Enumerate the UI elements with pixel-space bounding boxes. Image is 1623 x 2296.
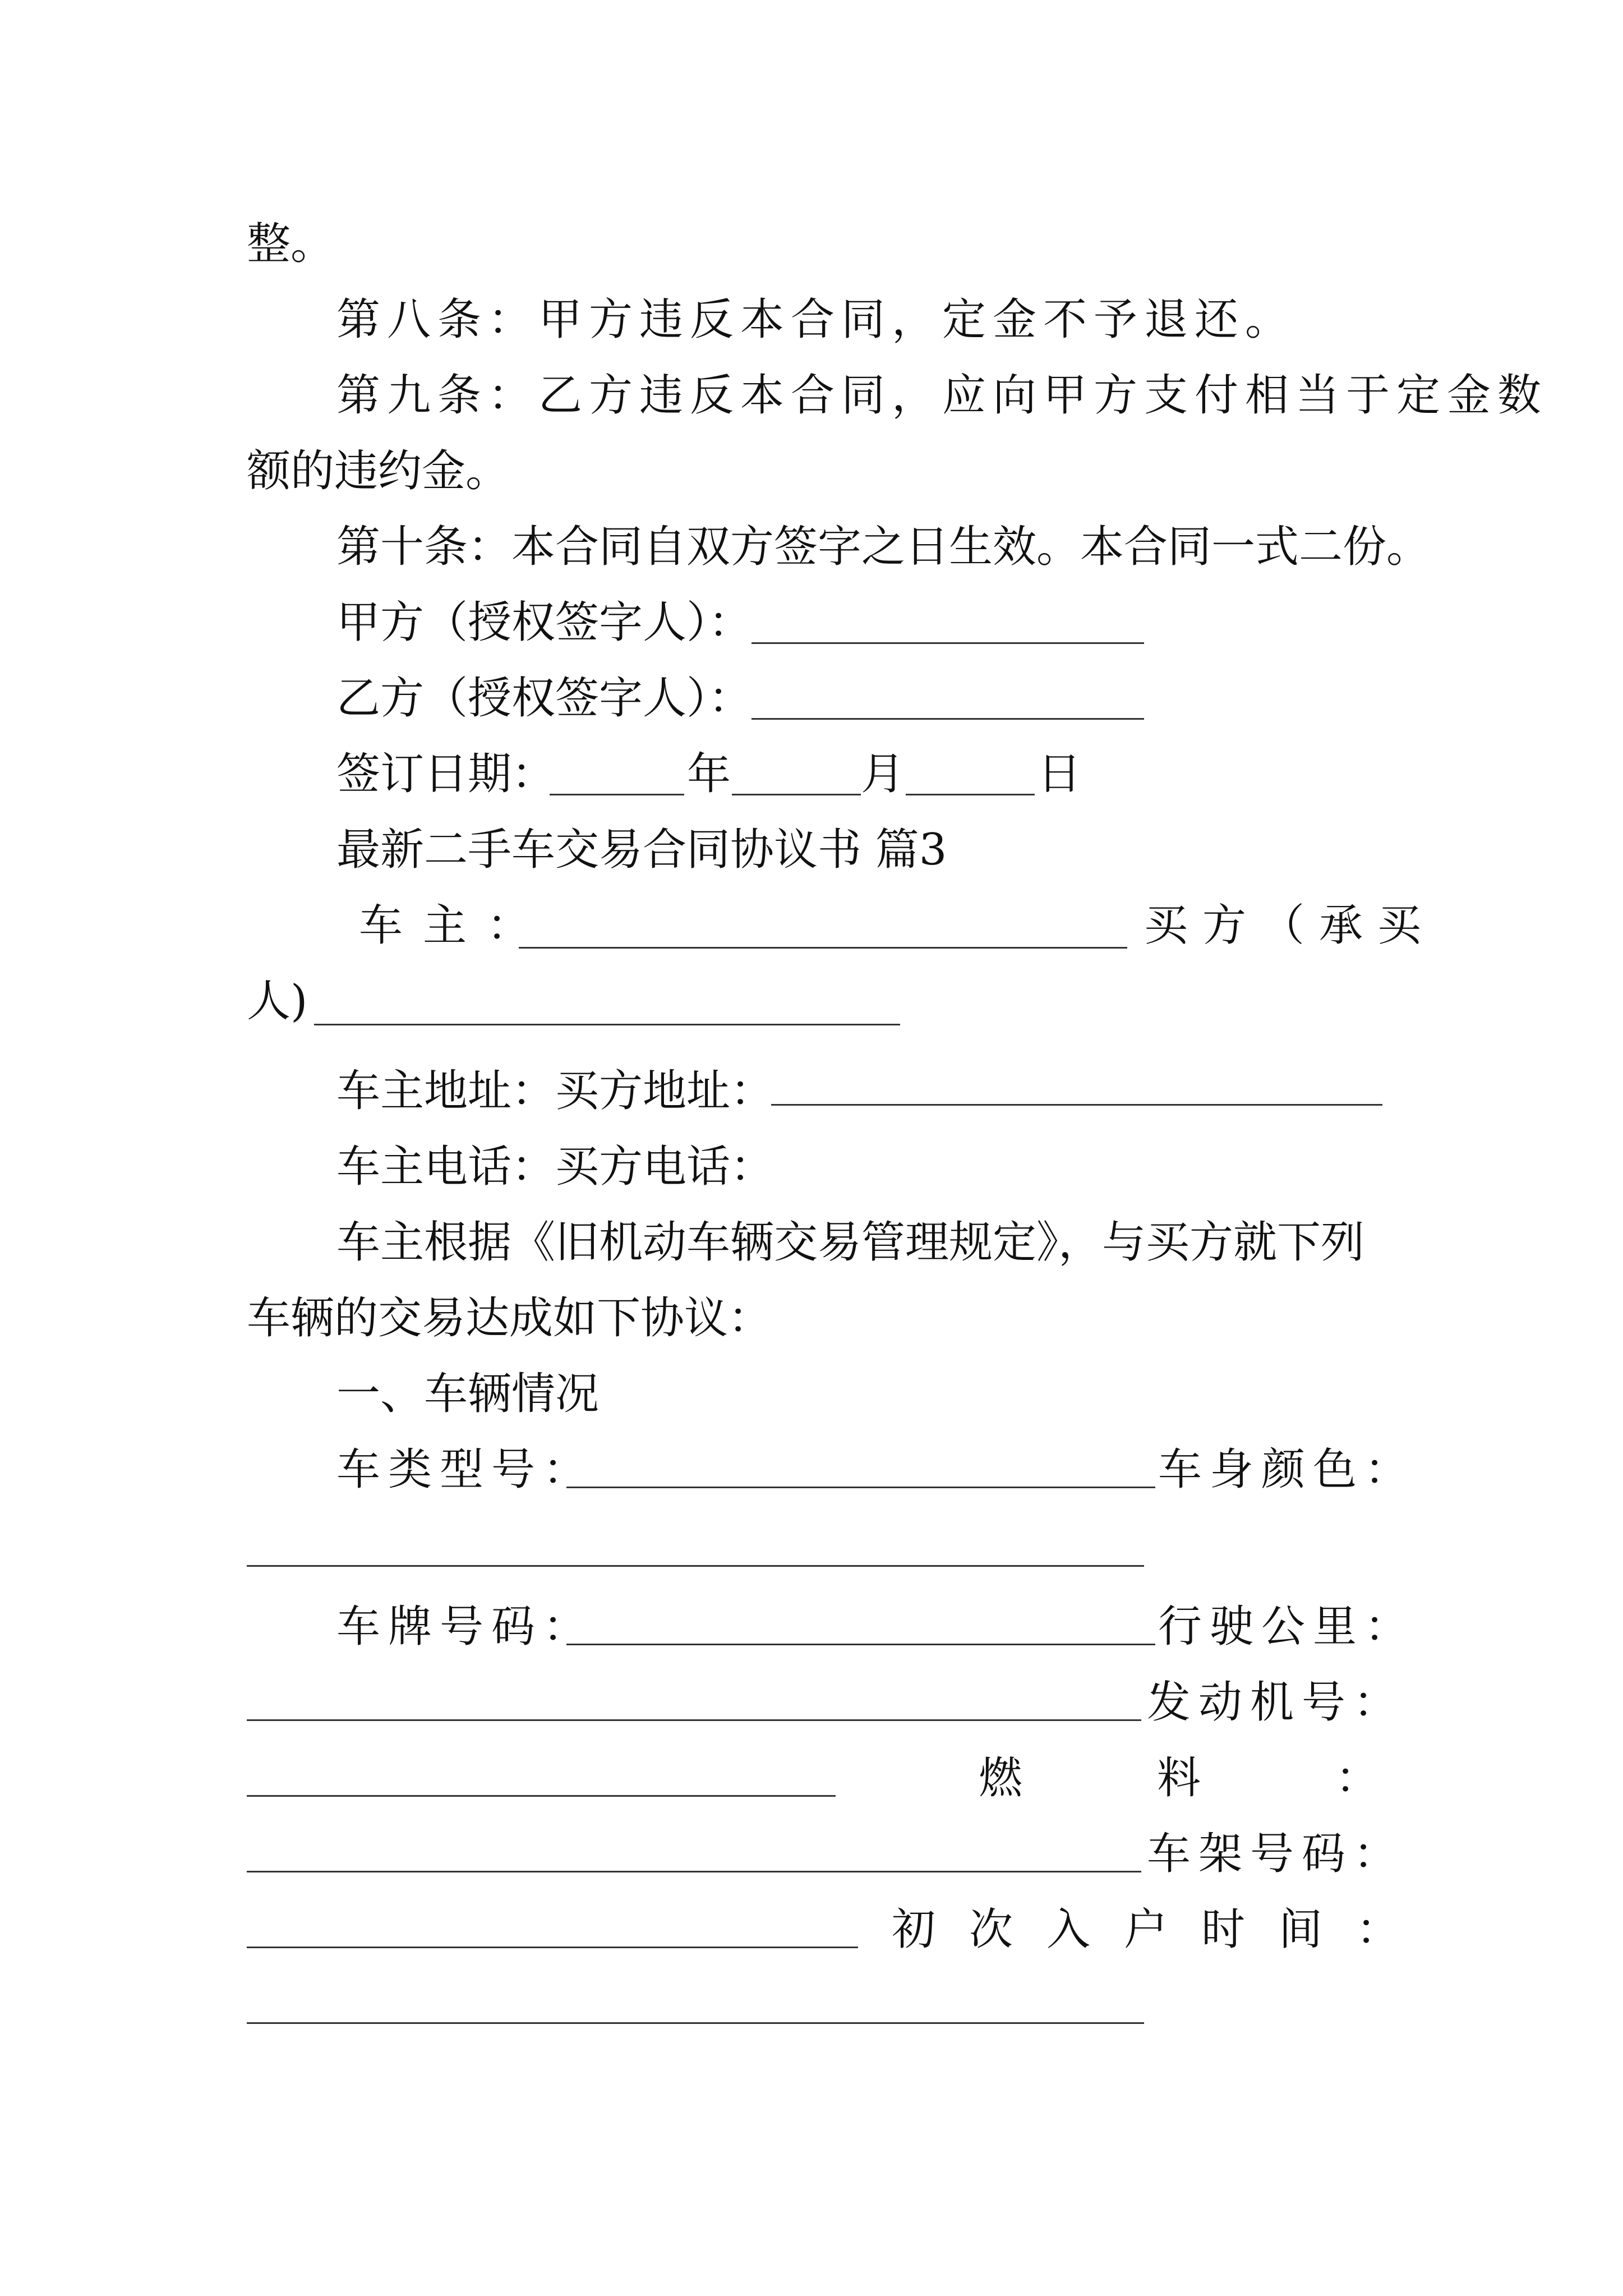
party-b-label: 乙方（授权签字人）：	[336, 673, 753, 724]
phone-label: 车主电话：买方电话：	[336, 1142, 774, 1192]
owner-label: 车主：	[359, 900, 551, 951]
mileage-line[interactable]	[247, 1719, 1141, 1721]
fuel-line[interactable]	[247, 1871, 1141, 1872]
buyer-label: 买方（承买	[1144, 900, 1436, 951]
month-blank[interactable]	[732, 794, 861, 795]
first-registration-label: 初次入户时间：	[892, 1904, 1434, 1955]
mileage-label: 行驶公里：	[1158, 1602, 1417, 1652]
party-a-label: 甲方（授权签字人）：	[336, 597, 753, 648]
day-blank[interactable]	[906, 794, 1035, 795]
section-title: 最新二手车交易合同协议书 篇3	[336, 825, 947, 875]
year-blank[interactable]	[550, 794, 684, 795]
buyer-address-line[interactable]	[771, 1104, 1382, 1106]
party-a-signature-line[interactable]	[751, 642, 1144, 644]
vehicle-section-heading: 一、车辆情况	[336, 1369, 600, 1419]
party-b-signature-line[interactable]	[751, 718, 1144, 720]
day-label: 日	[1038, 749, 1082, 799]
text-line: 整。	[247, 219, 335, 269]
buyer-name-line[interactable]	[314, 1024, 900, 1025]
frame-label: 车架号码：	[1147, 1829, 1405, 1879]
model-line[interactable]	[566, 1487, 1155, 1488]
year-label: 年	[687, 749, 731, 799]
address-label: 车主地址：买方地址：	[336, 1066, 774, 1116]
article-9-line-2: 额的违约金。	[247, 446, 510, 496]
color-line[interactable]	[247, 1565, 1144, 1567]
owner-name-line[interactable]	[519, 947, 1127, 949]
article-9-line-1: 第九条：乙方违反本合同，应向甲方支付相当于定金数	[336, 370, 1548, 421]
article-10: 第十条：本合同自双方签字之日生效。本合同一式二份。	[336, 522, 1431, 572]
plate-label: 车牌号码：	[336, 1602, 595, 1652]
frame-line[interactable]	[247, 1947, 858, 1948]
article-8: 第八条：甲方违反本合同，定金不予退还。	[336, 295, 1296, 345]
fuel-label: 燃料：	[979, 1753, 1514, 1803]
engine-label: 发动机号：	[1147, 1677, 1405, 1728]
intro-line-1: 车主根据《旧机动车辆交易管理规定》，与买方就下列	[336, 1217, 1365, 1268]
month-label: 月	[861, 749, 905, 799]
model-label: 车类型号：	[336, 1444, 595, 1495]
plate-line[interactable]	[566, 1644, 1155, 1645]
intro-line-2: 车辆的交易达成如下协议：	[247, 1293, 772, 1343]
first-registration-line[interactable]	[247, 2022, 1144, 2024]
sign-date-label: 签订日期：	[336, 749, 556, 799]
engine-line[interactable]	[247, 1795, 836, 1797]
color-label: 车身颜色：	[1158, 1444, 1417, 1495]
buyer-label-cont: 人)	[247, 976, 308, 1027]
